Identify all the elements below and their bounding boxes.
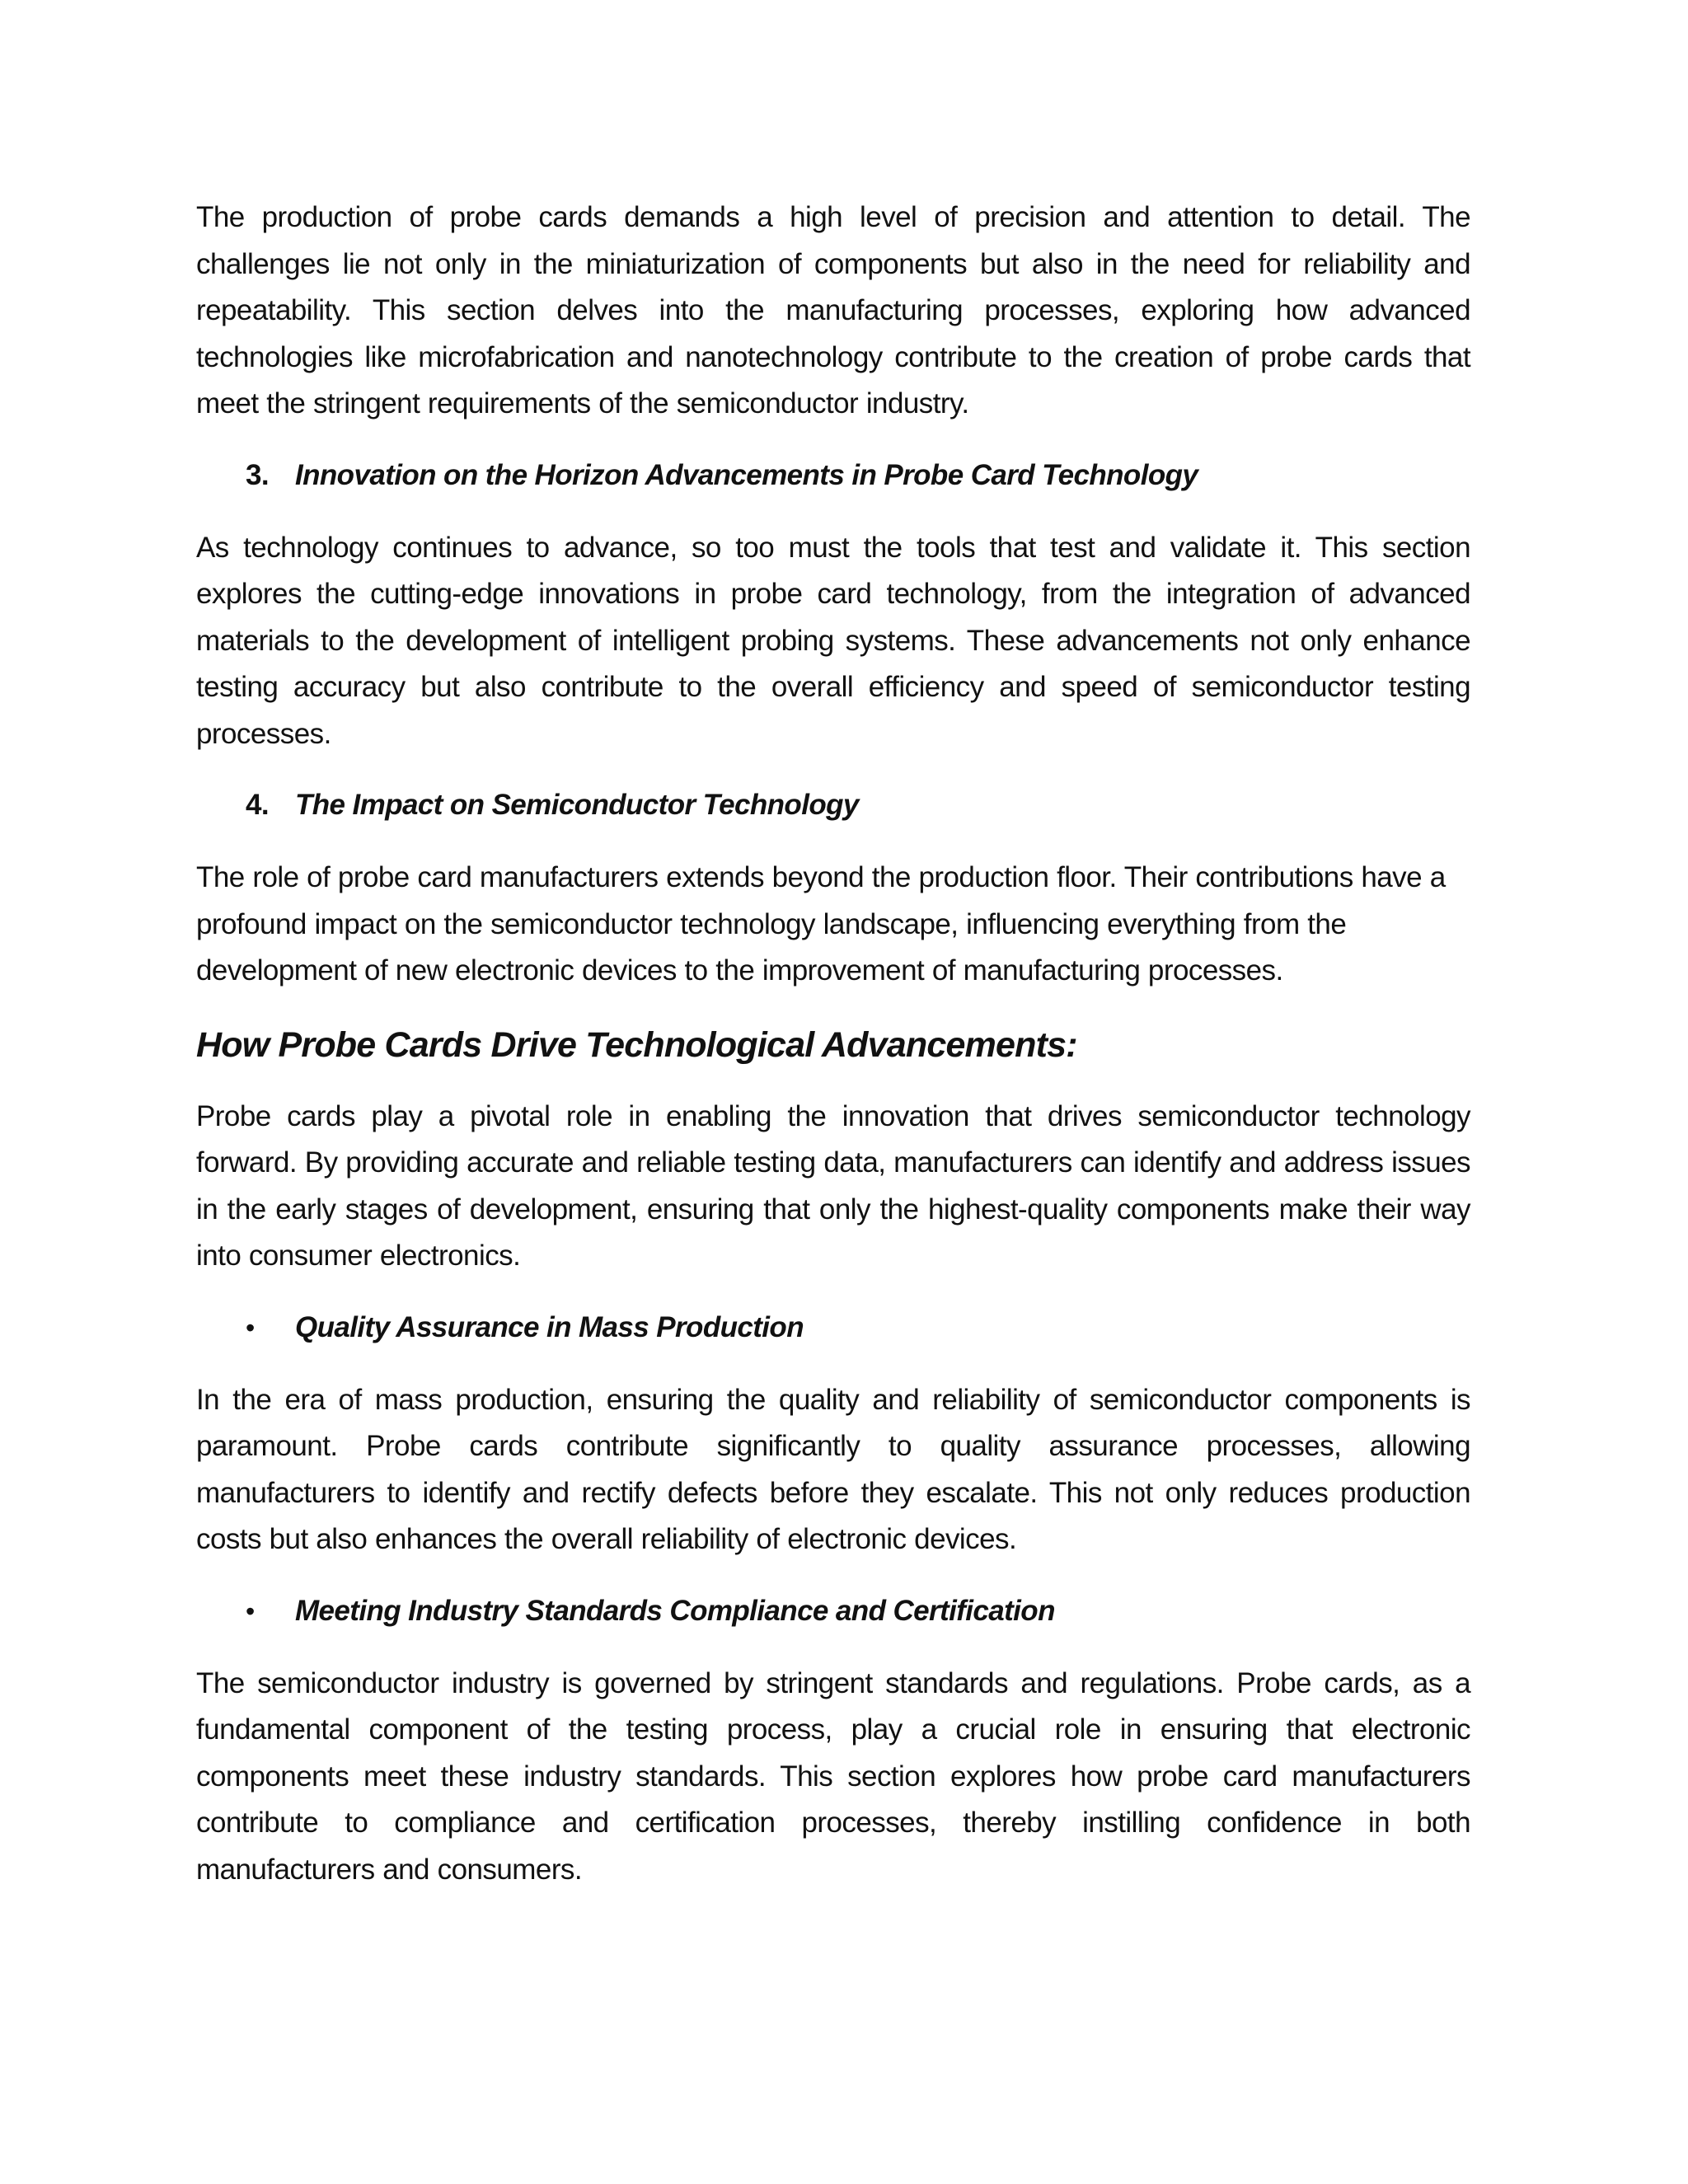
bullet-item-industry-standards — [196, 1588, 1470, 1634]
page-body — [196, 194, 1470, 1893]
paragraph-industry-standards: The semiconductor industry is governed by stringent standards and regulations. Probe cards, as a fundamental component of the testing process, play a crucial role in ensuring that electronic components meet these industry standards. This section explores how probe card manufacturers contribute to compliance and certification processes, thereby instilling confidence in both manufacturers and consumers. — [196, 1666, 1470, 1886]
section-heading: How Probe Cards Drive Technological Advancements: — [196, 1024, 1077, 1065]
paragraph-probe-card-production: The production of probe cards demands a high level of precision and attention to detail. The challenges lie not only in the miniaturization of components but also in the need for reliability and repeatability. This section delves into the manufacturing processes, exploring how advanced technologies like microfabrication and nanotechnology contribute to the creation of probe cards that meet the stringent requirements of the semiconductor industry. — [196, 201, 1470, 419]
paragraph-quality-assurance: In the era of mass production, ensuring the quality and reliability of semiconductor components is paramount. Probe cards contribute significantly to quality assurance processes, allowing manufacturers to identify and rectify defects before they escalate. This not only reduces production costs but also enhances the overall reliability of electronic devices. — [196, 1383, 1470, 1555]
list-item-title: Innovation on the Horizon Advancements in Probe Card Technology — [295, 458, 1198, 491]
paragraph-innovation: As technology continues to advance, so too must the tools that test and validate it. This section explores the cutting-edge innovations in probe card technology, from the integration of advanced materials to the development of intelligent probing systems. These advancements not only enhance testing accuracy but also contribute to the overall efficiency and speed of semiconductor testing processes. — [196, 531, 1470, 750]
list-item-title: Meeting Industry Standards Compliance and Certification — [295, 1594, 1055, 1627]
numbered-item-innovation — [196, 452, 1470, 499]
list-number: 3. — [246, 458, 269, 491]
list-number: 4. — [246, 789, 269, 821]
numbered-item-impact — [196, 782, 1470, 828]
bullet-item-quality-assurance — [196, 1305, 1470, 1351]
paragraph-technological-advancements: Probe cards play a pivotal role in enabling the innovation that drives semiconductor technology forward. By providing accurate and reliable testing data, manufacturers can identify and address issues in the early stages of development, ensuring that only the highest-quality components make their way into consumer electronics. — [196, 1099, 1470, 1272]
list-item-title: Quality Assurance in Mass Production — [295, 1310, 804, 1343]
paragraph-impact: The role of probe card manufacturers extends beyond the production floor. Their contributions have a profound impact on the semiconductor technology landscape, influencing everything from the development of new electronic devices to the improvement of manufacturing processes. — [196, 861, 1446, 987]
bullet-icon: • — [246, 1312, 255, 1343]
bullet-icon: • — [246, 1596, 255, 1626]
list-item-title: The Impact on Semiconductor Technology — [295, 789, 859, 821]
